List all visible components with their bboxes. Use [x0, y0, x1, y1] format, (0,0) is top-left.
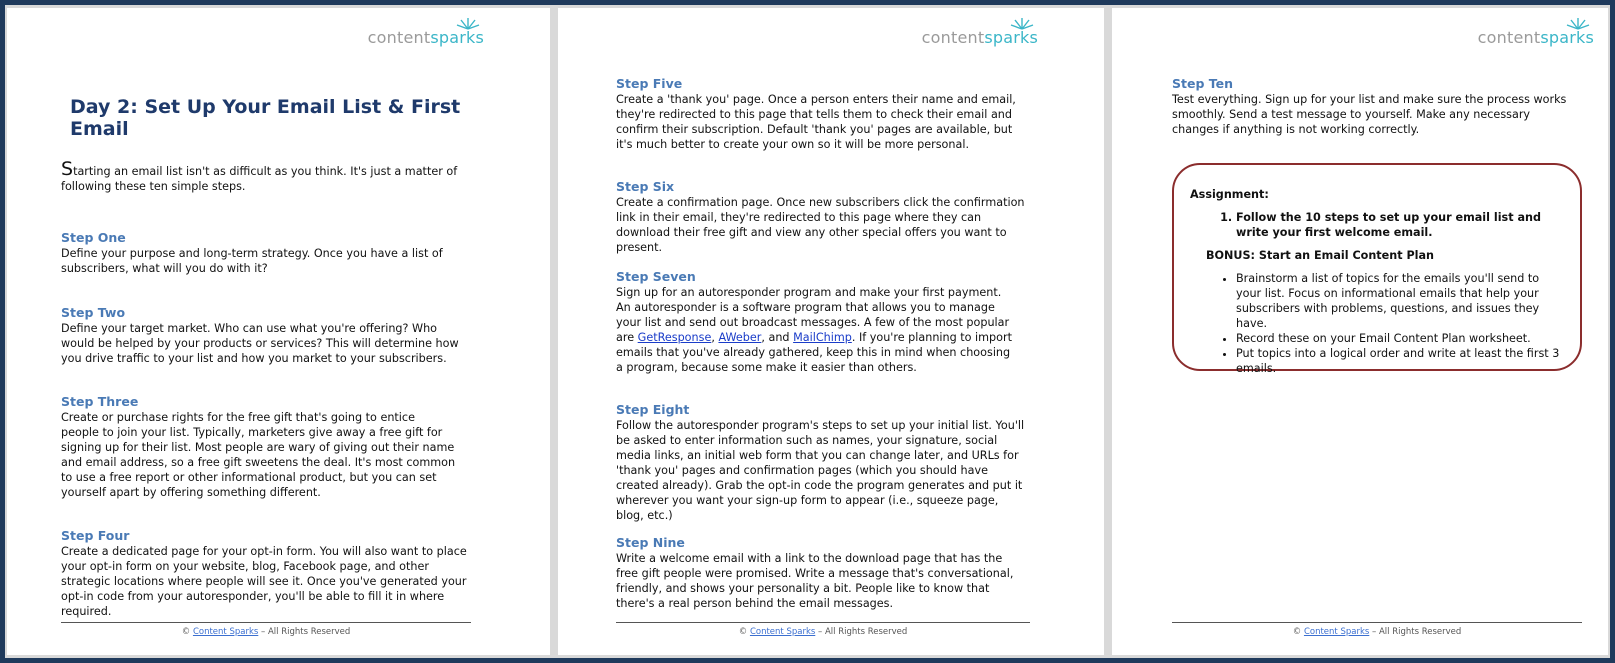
footer-link[interactable]: Content Sparks: [192, 627, 259, 637]
step-body: Create or purchase rights for the free gift that's going to entice people to join your list. Typically, marketers give away a free gift for signing up for their list. Most people are wary of giving out their name and email address, so a free gift sweetens the deal. It's most common to use a free report or other informational product, but you can set yourself apart by offering something different.: [61, 411, 456, 499]
step-body: Sign up for an autoresponder program and make your first payment. An autoresponder is a software program that allows you to manage your list and send out broadcast messages. A few of the most popular are GetResponse, AWeber, and MailChimp. If you're planning to import emails that you've already gathered, keep this in mind when choosing a program, because some make it easier than others.: [616, 286, 1012, 374]
step-heading: Step Three: [61, 394, 139, 409]
step-five: [616, 76, 1016, 152]
page-footer: © Content Sparks – All Rights Reserved: [61, 622, 471, 637]
step-heading: Step Ten: [1172, 76, 1233, 91]
mailchimp-link[interactable]: MailChimp: [793, 331, 852, 344]
bonus-item: • Record these on your Email Content Plan worksheet.: [1236, 331, 1562, 346]
content-sparks-logo: contentsparks: [1478, 28, 1594, 47]
step-four: [61, 528, 471, 619]
document-viewer: [5, 5, 1610, 658]
step-body: Test everything. Sign up for your list and make sure the process works smoothly. Send a test message to yourself. Make any necessary changes if anything is not working correctly.: [1172, 93, 1567, 136]
step-heading: Step Two: [61, 305, 126, 320]
aweber-link[interactable]: AWeber: [718, 331, 762, 344]
step-body: Create a dedicated page for your opt-in form. You will also want to place your opt-in form on your website, blog, Facebook page, and other strategic locations where people will see it. Once you've generated your opt-in code from your autoresponder, you'll be able to fill it in where required.: [61, 545, 467, 618]
step-ten: [1172, 76, 1572, 137]
step-one: [61, 230, 471, 276]
page-3: [1112, 8, 1608, 655]
intro-paragraph: Starting an email list isn't as difficult as you think. It's just a matter of following these ten simple steps.: [61, 158, 458, 193]
step-body: Create a 'thank you' page. Once a person enters their name and email, they're redirected to this page that tells them to check their email and confirm their subscription. Default 'thank you' pages are available, but it's much better to create your own so it will be more personal.: [616, 93, 1016, 151]
step-heading: Step Seven: [616, 269, 696, 284]
footer-link[interactable]: Content Sparks: [1303, 627, 1370, 637]
step-heading: Step One: [61, 230, 126, 245]
step-body: Create a confirmation page. Once new subscribers click the confirmation link in their email, they're redirected to this page where they can download their free gift and view any other special offers you want to present.: [616, 196, 1025, 254]
step-heading: Step Eight: [616, 402, 690, 417]
step-heading: Step Five: [616, 76, 683, 91]
footer-link[interactable]: Content Sparks: [749, 627, 816, 637]
bonus-item: • Brainstorm a list of topics for the emails you'll send to your list. Focus on informational emails that help your subscribers with problems, questions, and issues they have.: [1236, 271, 1562, 331]
page-1: [7, 8, 550, 655]
assignment-box: [1172, 163, 1582, 375]
spark-icon: [1010, 16, 1034, 30]
assignment-heading: Assignment:: [1190, 188, 1269, 201]
step-two: [61, 305, 471, 366]
step-seven: [616, 269, 1016, 375]
step-heading: Step Nine: [616, 535, 685, 550]
step-three: [61, 394, 456, 500]
bonus-heading: BONUS: Start an Email Content Plan: [1206, 249, 1434, 262]
spark-icon: [1566, 16, 1590, 30]
page-title: Day 2: Set Up Your Email List & First Email: [70, 96, 461, 140]
bonus-item: • Put topics into a logical order and write at least the first 3 emails.: [1236, 346, 1562, 376]
step-body: Write a welcome email with a link to the download page that has the free gift people were promised. Write a message that's conversational, friendly, and shows your personality a bit. People like to know that there's a real person behind the email messages.: [616, 552, 1014, 610]
step-body: Follow the autoresponder program's steps to set up your initial list. You'll be asked to enter information such as names, your signature, social media links, an initial web form that you can change later, and URLs for 'thank you' pages and confirmation pages (which you should have created already). Grab the opt-in code the program generates and put it wherever you want your sign-up form to appear (i.e., squeeze page, blog, etc.): [616, 419, 1025, 522]
step-body: Define your purpose and long-term strategy. Once you have a list of subscribers, what will you do with it?: [61, 247, 443, 275]
spark-icon: [456, 16, 480, 30]
step-heading: Step Four: [61, 528, 130, 543]
getresponse-link[interactable]: GetResponse: [637, 331, 712, 344]
page-footer: © Content Sparks – All Rights Reserved: [616, 622, 1030, 637]
step-body: Define your target market. Who can use what you're offering? Who would be helped by your products or services? This will determine how you drive traffic to your list and how you market to your subscribers.: [61, 322, 459, 365]
assignment-task-list: [1190, 210, 1562, 240]
step-eight: [616, 402, 1026, 523]
content-sparks-logo: contentsparks: [368, 28, 484, 47]
step-heading: Step Six: [616, 179, 675, 194]
step-six: [616, 179, 1026, 255]
step-nine: [616, 535, 1016, 611]
page-2: [558, 8, 1104, 655]
bonus-list: [1190, 271, 1562, 376]
page-footer: © Content Sparks – All Rights Reserved: [1172, 622, 1582, 637]
assignment-task: 1. Follow the 10 steps to set up your email list and write your first welcome email.: [1236, 210, 1562, 240]
content-sparks-logo: contentsparks: [922, 28, 1038, 47]
